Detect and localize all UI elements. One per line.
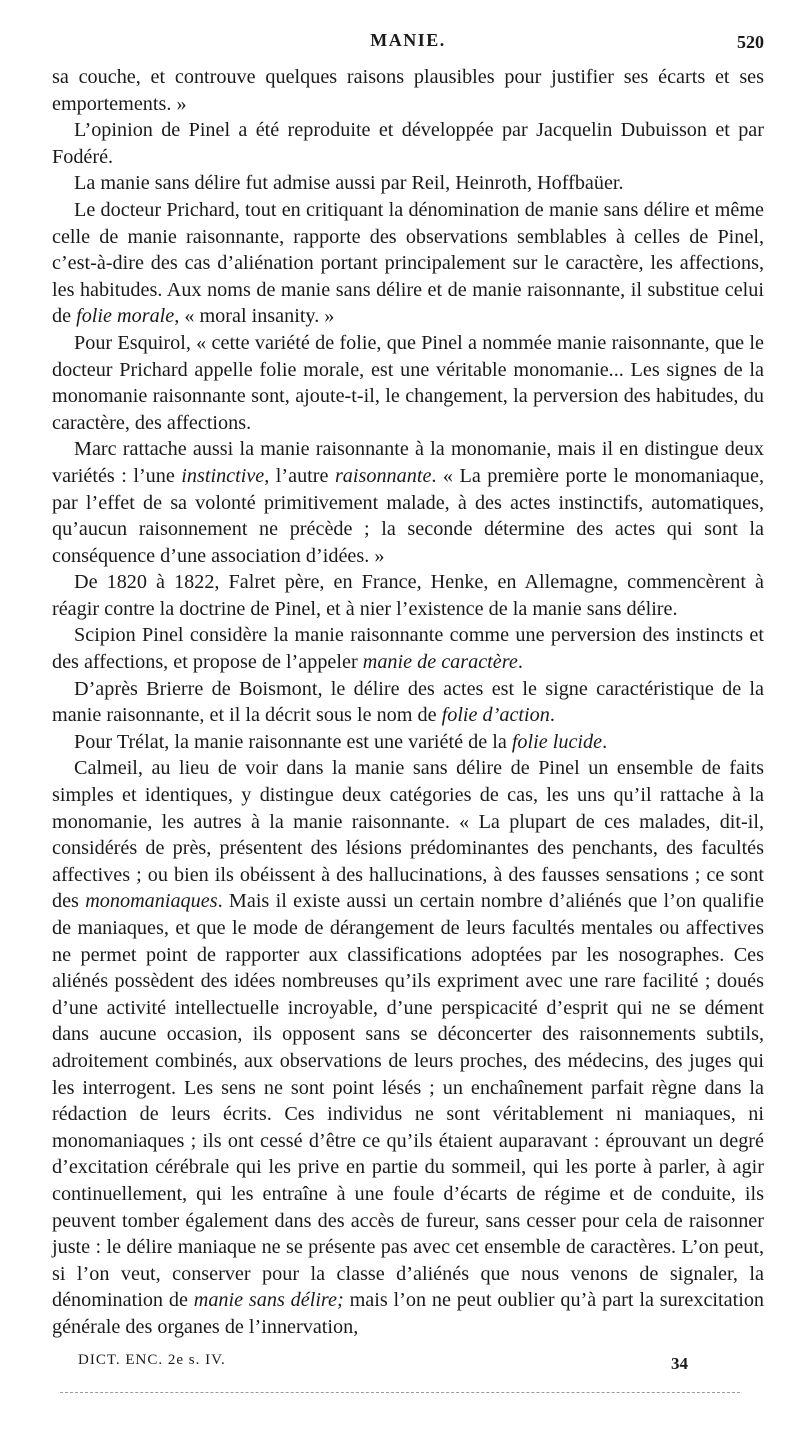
- paragraph: [52, 197, 764, 330]
- paragraph-text: . « La première porte le monomaniaque, par l’effet de sa volonté primitivement malade, à des actes instinctifs, automatiques, qu’aucun raisonnement ne précède ; la seconde détermine des actes qui sont la conséquence d’une association d’idées. »: [52, 464, 764, 567]
- page-number: 520: [737, 32, 764, 52]
- paragraph-text: , l’autre: [264, 464, 335, 487]
- signature-mark: DICT. ENC. 2e s. IV.: [78, 1352, 226, 1368]
- paragraph-text: La manie sans délire fut admise aussi par Reil, Heinroth, Hoffbaüer.: [74, 172, 624, 195]
- page-footer: [78, 1352, 688, 1378]
- paragraph: [52, 436, 764, 569]
- paragraph: [52, 170, 764, 197]
- body-text: [52, 64, 764, 1341]
- paragraph-text: D’après Brierre de Boismont, le délire des actes est le signe caractéristique de la manie raisonnante, et il la décrit sous le nom de: [52, 677, 764, 727]
- paragraph: [52, 729, 764, 756]
- italic-term: folie d’action: [441, 704, 550, 727]
- paragraph-text: mais l’on ne peut oublier qu’à part la surexcitation générale des organes de l’innervation,: [52, 1289, 765, 1338]
- italic-term: instinctive: [181, 464, 265, 487]
- paragraph-text: . Mais il existe aussi un certain nombre d’aliénés que l’on qualifie de maniaques, et que le mode de dérangement de leurs facultés mentales ou affectives ne permet point de rapporter aux classifications adoptées par les nosographes. Ces aliénés possèdent des idées nombreuses qu’ils expriment avec une rare facilité ; doués d’une activité intellectuelle incroyable, d’une perspicacité d’esprit qui ne se dément dans aucune occasion, ils opposent sans se déconcerter des raisonnements subtils, adroitement combinés, aux observations de leurs proches, des médecins, des juges qui les interrogent. Les sens ne sont point lésés ; un enchaînement parfait règne dans la rédaction de leurs écrits. Ces individus ne sont véritablement ni maniaques, ni monomaniaques ; ils ont cessé d’être ce qu’ils étaient auparavant : éprouvant un degré d’excitation cérébrale qui les prive en partie du sommeil, qui les porte à parler, à agir continuellement, qui les entraîne à une foule d’écarts de régime et de conduite, ils peuvent tomber également dans des accès de fureur, sans cesser pour cela de raisonner juste : le délire maniaque ne se présente pas avec cet ensemble de caractères. L’on peut, si l’on veut, conserver pour la classe d’aliénés que nous venons de signaler, la dénomination de: [52, 890, 764, 1312]
- paragraph: [52, 64, 764, 117]
- italic-term: folie lucide: [511, 730, 603, 753]
- paragraph-text: De 1820 à 1822, Falret père, en France, Henke, en Allemagne, commencèrent à réagir contre la doctrine de Pinel, et à nier l’existence de la manie sans délire.: [52, 571, 764, 620]
- italic-term: manie sans délire;: [193, 1289, 344, 1312]
- paragraph: [52, 569, 764, 622]
- paragraph: [52, 330, 764, 436]
- paragraph-text: L’opinion de Pinel a été reproduite et développée par Jacquelin Dubuisson et par Fodéré.: [52, 119, 764, 168]
- paragraph: [52, 755, 764, 1340]
- paragraph-text: Pour Trélat, la manie raisonnante est une variété de la: [74, 730, 512, 753]
- italic-term: folie morale: [76, 305, 175, 328]
- running-title: MANIE.: [370, 30, 446, 50]
- paragraph: [52, 622, 764, 675]
- running-header: [52, 24, 764, 60]
- paragraph-text: Pour Esquirol, « cette variété de folie, que Pinel a nommée manie raisonnante, que le docteur Prichard appelle folie morale, est une véritable monomanie... Les signes de la monomanie raisonnante sont, ajoute-t-il, le changement, la perversion des habitudes, du caractère, des affections.: [52, 331, 764, 434]
- italic-term: manie de caractère: [362, 651, 518, 674]
- paragraph-text: , « moral insanity. »: [174, 305, 335, 328]
- signature-number: 34: [671, 1354, 688, 1373]
- paragraph-text: .: [517, 651, 523, 674]
- paragraph-text: Marc rattache aussi la manie raisonnante à la monomanie, mais il en distingue deux variétés : l’une: [52, 438, 764, 487]
- paragraph: [52, 117, 764, 170]
- paragraph-text: sa couche, et controuve quelques raisons plausibles pour justifier ses écarts et ses emportements. »: [52, 66, 764, 115]
- paragraph-text: Le docteur Prichard, tout en critiquant la dénomination de manie sans délire et même celle de manie raisonnante, rapporte des observations semblables à celles de Pinel, c’est-à-dire des cas d’aliénation portant principalement sur le caractère, les affections, les habitudes. Aux noms de manie sans délire et de manie raisonnante, il substitue celui de: [52, 198, 764, 328]
- paragraph-text: .: [549, 704, 555, 727]
- italic-term: monomaniaques: [85, 890, 218, 913]
- paragraph-text: .: [602, 730, 608, 753]
- paragraph: [52, 676, 764, 729]
- bottom-divider: [60, 1392, 740, 1393]
- paragraph-text: Calmeil, au lieu de voir dans la manie sans délire de Pinel un ensemble de faits simples et identiques, y distingue deux catégories de cas, les uns qu’il rattache à la monomanie, les autres à la manie raisonnante. « La plupart de ces malades, dit-il, considérés de près, présentent des lésions prédominantes des penchants, des facultés affectives ; ou bien ils obéissent à des hallucinations, à des fausses sensations ; ce sont des: [52, 757, 764, 913]
- paragraph-text: Scipion Pinel considère la manie raisonnante comme une perversion des instincts et des affections, et propose de l’appeler: [52, 624, 764, 674]
- italic-term: raisonnante: [334, 464, 432, 487]
